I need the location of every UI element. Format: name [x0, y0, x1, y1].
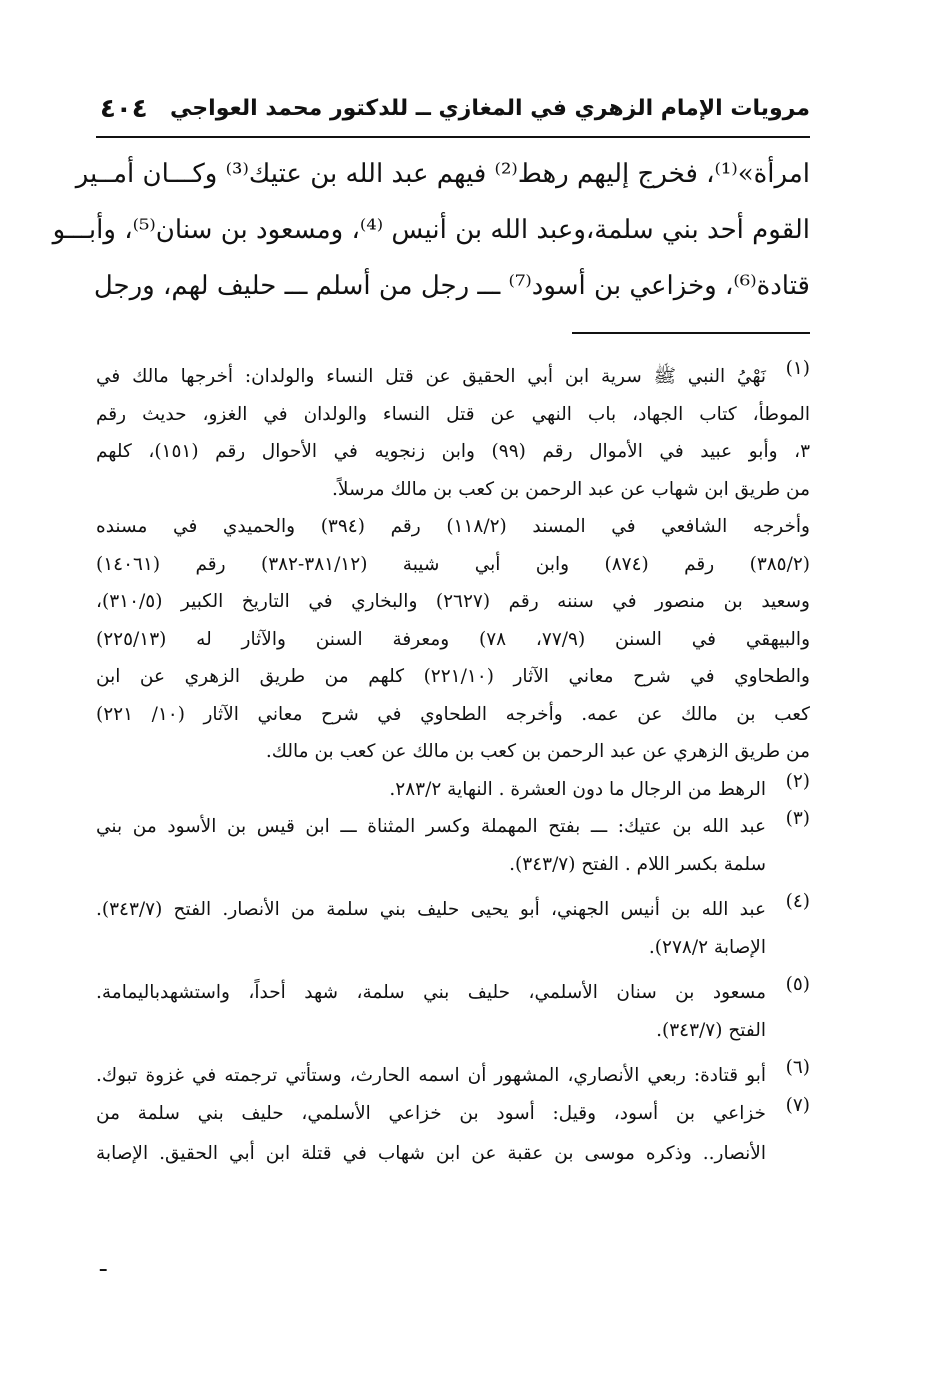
- footnote-line: مسعود بن سنان الأسلمي، حليف بني سلمة، شهد أحداً، واستشهدباليمامة.: [96, 982, 767, 1003]
- footnote-line: وسعيد بن منصور في سننه رقم (٢٦٢٧) والبخاري في التاريخ الكبير (٣١٠/٥)،: [96, 591, 810, 612]
- footnote-separator: [572, 332, 810, 334]
- footnote-line: كعب بن مالك عن عمه. وأخرجه الطحاوي في شرح معاني الآثار (١٠/ ٢٢١): [96, 703, 810, 725]
- footnote-line: أبو قتادة: ربعي الأنصاري، المشهور أن اسمه الحارث، وستأتي ترجمته في غزوة تبوك.: [96, 1065, 766, 1086]
- footnote-6: [96, 1057, 810, 1095]
- footnote-line: (٣٨٥/٢) رقم (٨٧٤) وابن أبي شيبة (٣٨١/١٢-٣٨٢) رقم (١٤٠٦١): [96, 553, 811, 575]
- footnote-1: [96, 358, 810, 771]
- footnote-4: [96, 891, 810, 966]
- footnote-line: الرهط من الرجال ما دون العشرة . النهاية ٢٨٣/٢.: [389, 778, 766, 800]
- footnote-line: ٣، وأبو عبيد في الأموال رقم (٩٩) وابن زنجويه في الأحوال رقم (١٥١)، كلهم: [96, 441, 810, 462]
- footnote-number: (٤): [785, 891, 810, 912]
- footnote-number: (٢): [785, 770, 810, 792]
- footnote-line: سلمة بكسر اللام . الفتح (٣٤٣/٧).: [509, 853, 766, 875]
- footnote-line: عبد الله بن عتيك: ـــ بفتح المهملة وكسر المثناة ـــ ابن قيس بن الأسود من بني: [96, 816, 766, 837]
- footnote-line: الموطأ، كتاب الجهاد، باب النهي عن قتل النساء والولدان في الغزو، حديث رقم: [96, 403, 810, 425]
- footnote-line: الإصابة ٢٧٨/٢).: [648, 936, 766, 958]
- main-text-line: امرأة»⁽¹⁾، فخرج إليهم رهط⁽²⁾ فيهم عبد الله بن عتيك⁽³⁾ وكـــان أمــير: [75, 159, 810, 189]
- footnote-line: والبيهقي في السنن (٧٧/٩، ٧٨) ومعرفة السنن والآثار له (٢٢٥/١٣): [96, 628, 811, 650]
- main-text-line: القوم أحد بني سلمة،وعبد الله بن أنيس ⁽⁴⁾، ومسعود بن سنان⁽⁵⁾، وأبـــو: [52, 215, 810, 245]
- footnote-line: نَهْيُ النبي ﷺ سرية ابن أبي الحقيق عن قتل النساء والولدان: أخرجها مالك في: [96, 366, 766, 387]
- footnote-number: (٦): [785, 1057, 810, 1078]
- footnote-line: خزاعي بن أسود، وقيل: أسود بن خزاعي الأسلمي، حليف بني سلمة من: [96, 1102, 766, 1124]
- footnote-line: الأنصار.. وذكره موسى بن عقبة عن ابن شهاب في قتلة ابن أبي الحقيق. الإصابة: [96, 1143, 766, 1164]
- main-text: [52, 146, 810, 314]
- footnote-5: [96, 974, 810, 1049]
- footnote-line: عبد الله بن أنيس الجهني، أبو يحيى حليف بني سلمة من الأنصار. الفتح (٣٤٣/٧).: [96, 899, 766, 920]
- footnote-number: (٧): [785, 1094, 810, 1116]
- footnote-7: [96, 1095, 810, 1177]
- footnote-line: والطحاوي في شرح معاني الآثار (٢٢١/١٠) كلهم من طريق الزهري عن ابن: [96, 666, 810, 687]
- footnotes: [96, 358, 810, 1176]
- footnote-line: من طريق الزهري عن عبد الرحمن بن كعب بن مالك عن كعب بن مالك.: [265, 741, 810, 762]
- footnote-line: من طريق ابن شهاب عن عبد الرحمن بن كعب بن مالك مرسلاً.: [332, 478, 810, 500]
- main-text-line: قتادة⁽⁶⁾، وخزاعي بن أسود⁽⁷⁾ ـــ رجل من أسلم ـــ حليف لهم، ورجل: [93, 271, 810, 301]
- footnote-number: (١): [785, 358, 810, 379]
- running-header: [96, 92, 810, 138]
- footnote-number: (٣): [785, 808, 810, 829]
- footnote-line: الفتح (٣٤٣/٧).: [656, 1019, 766, 1041]
- footnote-number: (٥): [785, 974, 810, 995]
- page-number: ٤٠٤: [100, 94, 148, 124]
- footnote-3: [96, 808, 810, 883]
- header-title: مرويات الإمام الزهري في المغازي ــ للدكتور محمد العواجي: [170, 96, 810, 121]
- footnote-line: وأخرجه الشافعي في المسند (١١٨/٢) رقم (٣٩٤) والحميدي في مسنده: [96, 516, 810, 537]
- footnote-2: [96, 771, 810, 809]
- continuation-mark: ـ: [100, 1252, 107, 1277]
